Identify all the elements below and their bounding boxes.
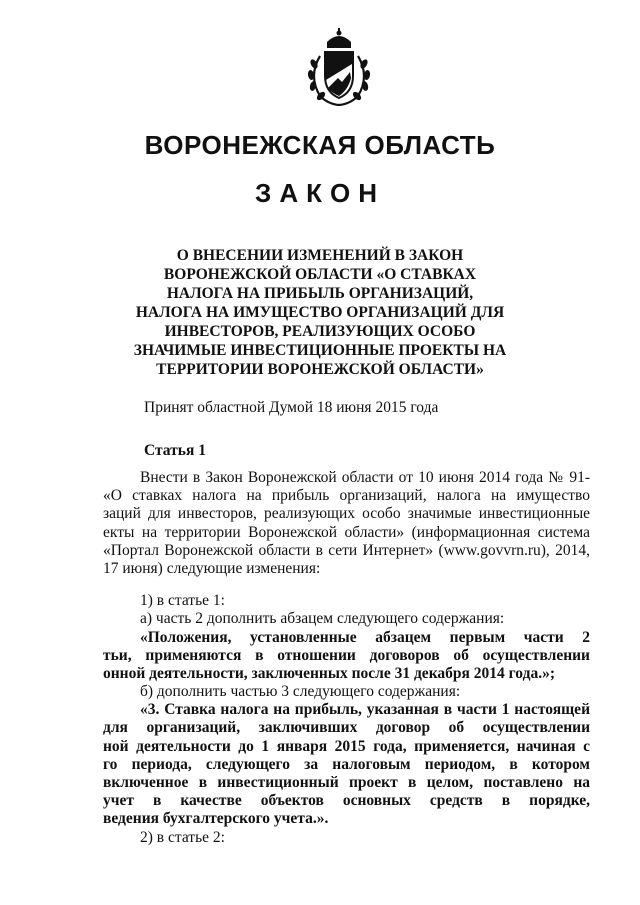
quote-line: онной деятельности, заключенных после 31 декабря 2014 года.»; bbox=[103, 664, 555, 682]
paragraph-line: 17 июня) следующие изменения: bbox=[103, 559, 321, 577]
article-heading: Статья 1 bbox=[144, 442, 206, 459]
title-line: ВОРОНЕЖСКОЙ ОБЛАСТИ «О СТАВКАХ bbox=[163, 266, 477, 283]
paragraph-line: Внести в Закон Воронежской области от 10 июня 2014 года № 91- bbox=[140, 469, 590, 486]
paragraph-line: заций для инвесторов, реализующих особо значимые инвестиционные bbox=[103, 505, 590, 523]
document-type: ЗАКОН bbox=[255, 178, 385, 208]
list-item: а) часть 2 дополнить абзацем следующего содержания: bbox=[140, 610, 505, 628]
list-item: б) дополнить частью 3 следующего содержания: bbox=[140, 683, 461, 701]
article-body bbox=[103, 469, 590, 847]
quote-line: го периода, следующего за налоговым периодом, в котором bbox=[103, 755, 590, 773]
title-line: ТЕРРИТОРИИ ВОРОНЕЖСКОЙ ОБЛАСТИ» bbox=[156, 361, 484, 378]
paragraph-line: «Портал Воронежской области в сети Интернет» (www.govvrn.ru), 2014, bbox=[103, 541, 590, 559]
quote-line: «3. Ставка налога на прибыль, указанная в части 1 настоящей bbox=[140, 701, 590, 719]
adoption-statement: Принят областной Думой 18 июня 2015 года bbox=[144, 399, 439, 416]
quote-line: включенное в инвестиционный проект в целом, поставлено на bbox=[103, 774, 590, 791]
list-item: 1) в статье 1: bbox=[140, 592, 225, 610]
paragraph-line: «О ставках налога на прибыль организаций, налога на имущество bbox=[103, 487, 590, 505]
region-name: ВОРОНЕЖСКАЯ ОБЛАСТЬ bbox=[144, 130, 496, 160]
quote-line: «Положения, установленные абзацем первым части 2 bbox=[140, 628, 590, 646]
quote-line: учет в качестве объектов основных средств в порядке, bbox=[103, 792, 590, 810]
title-line: О ВНЕСЕНИИ ИЗМЕНЕНИЙ В ЗАКОН bbox=[176, 247, 464, 264]
title-line: ЗНАЧИМЫЕ ИНВЕСТИЦИОННЫЕ ПРОЕКТЫ НА bbox=[133, 342, 507, 359]
title-line: НАЛОГА НА ИМУЩЕСТВО ОРГАНИЗАЦИЙ ДЛЯ bbox=[135, 304, 505, 321]
title-line: НАЛОГА НА ПРИБЫЛЬ ОРГАНИЗАЦИЙ, bbox=[166, 285, 474, 302]
paragraph-line: екты на территории Воронежской области» (информационная система bbox=[103, 523, 590, 541]
quote-line: ной деятельности до 1 января 2015 года, применяется, начиная с bbox=[103, 737, 590, 755]
title-line: ИНВЕСТОРОВ, РЕАЛИЗУЮЩИХ ОСОБО bbox=[164, 323, 476, 340]
law-title bbox=[120, 246, 520, 379]
coat-of-arms-icon bbox=[298, 28, 380, 110]
quote-line: тьи, применяются в отношении договоров об осуществлении bbox=[103, 646, 590, 664]
list-item: 2) в статье 2: bbox=[140, 828, 225, 846]
quote-line: ведения бухгалтерского учета.». bbox=[103, 810, 329, 828]
quote-line: для организаций, заключивших договор об осуществлении bbox=[103, 719, 590, 737]
